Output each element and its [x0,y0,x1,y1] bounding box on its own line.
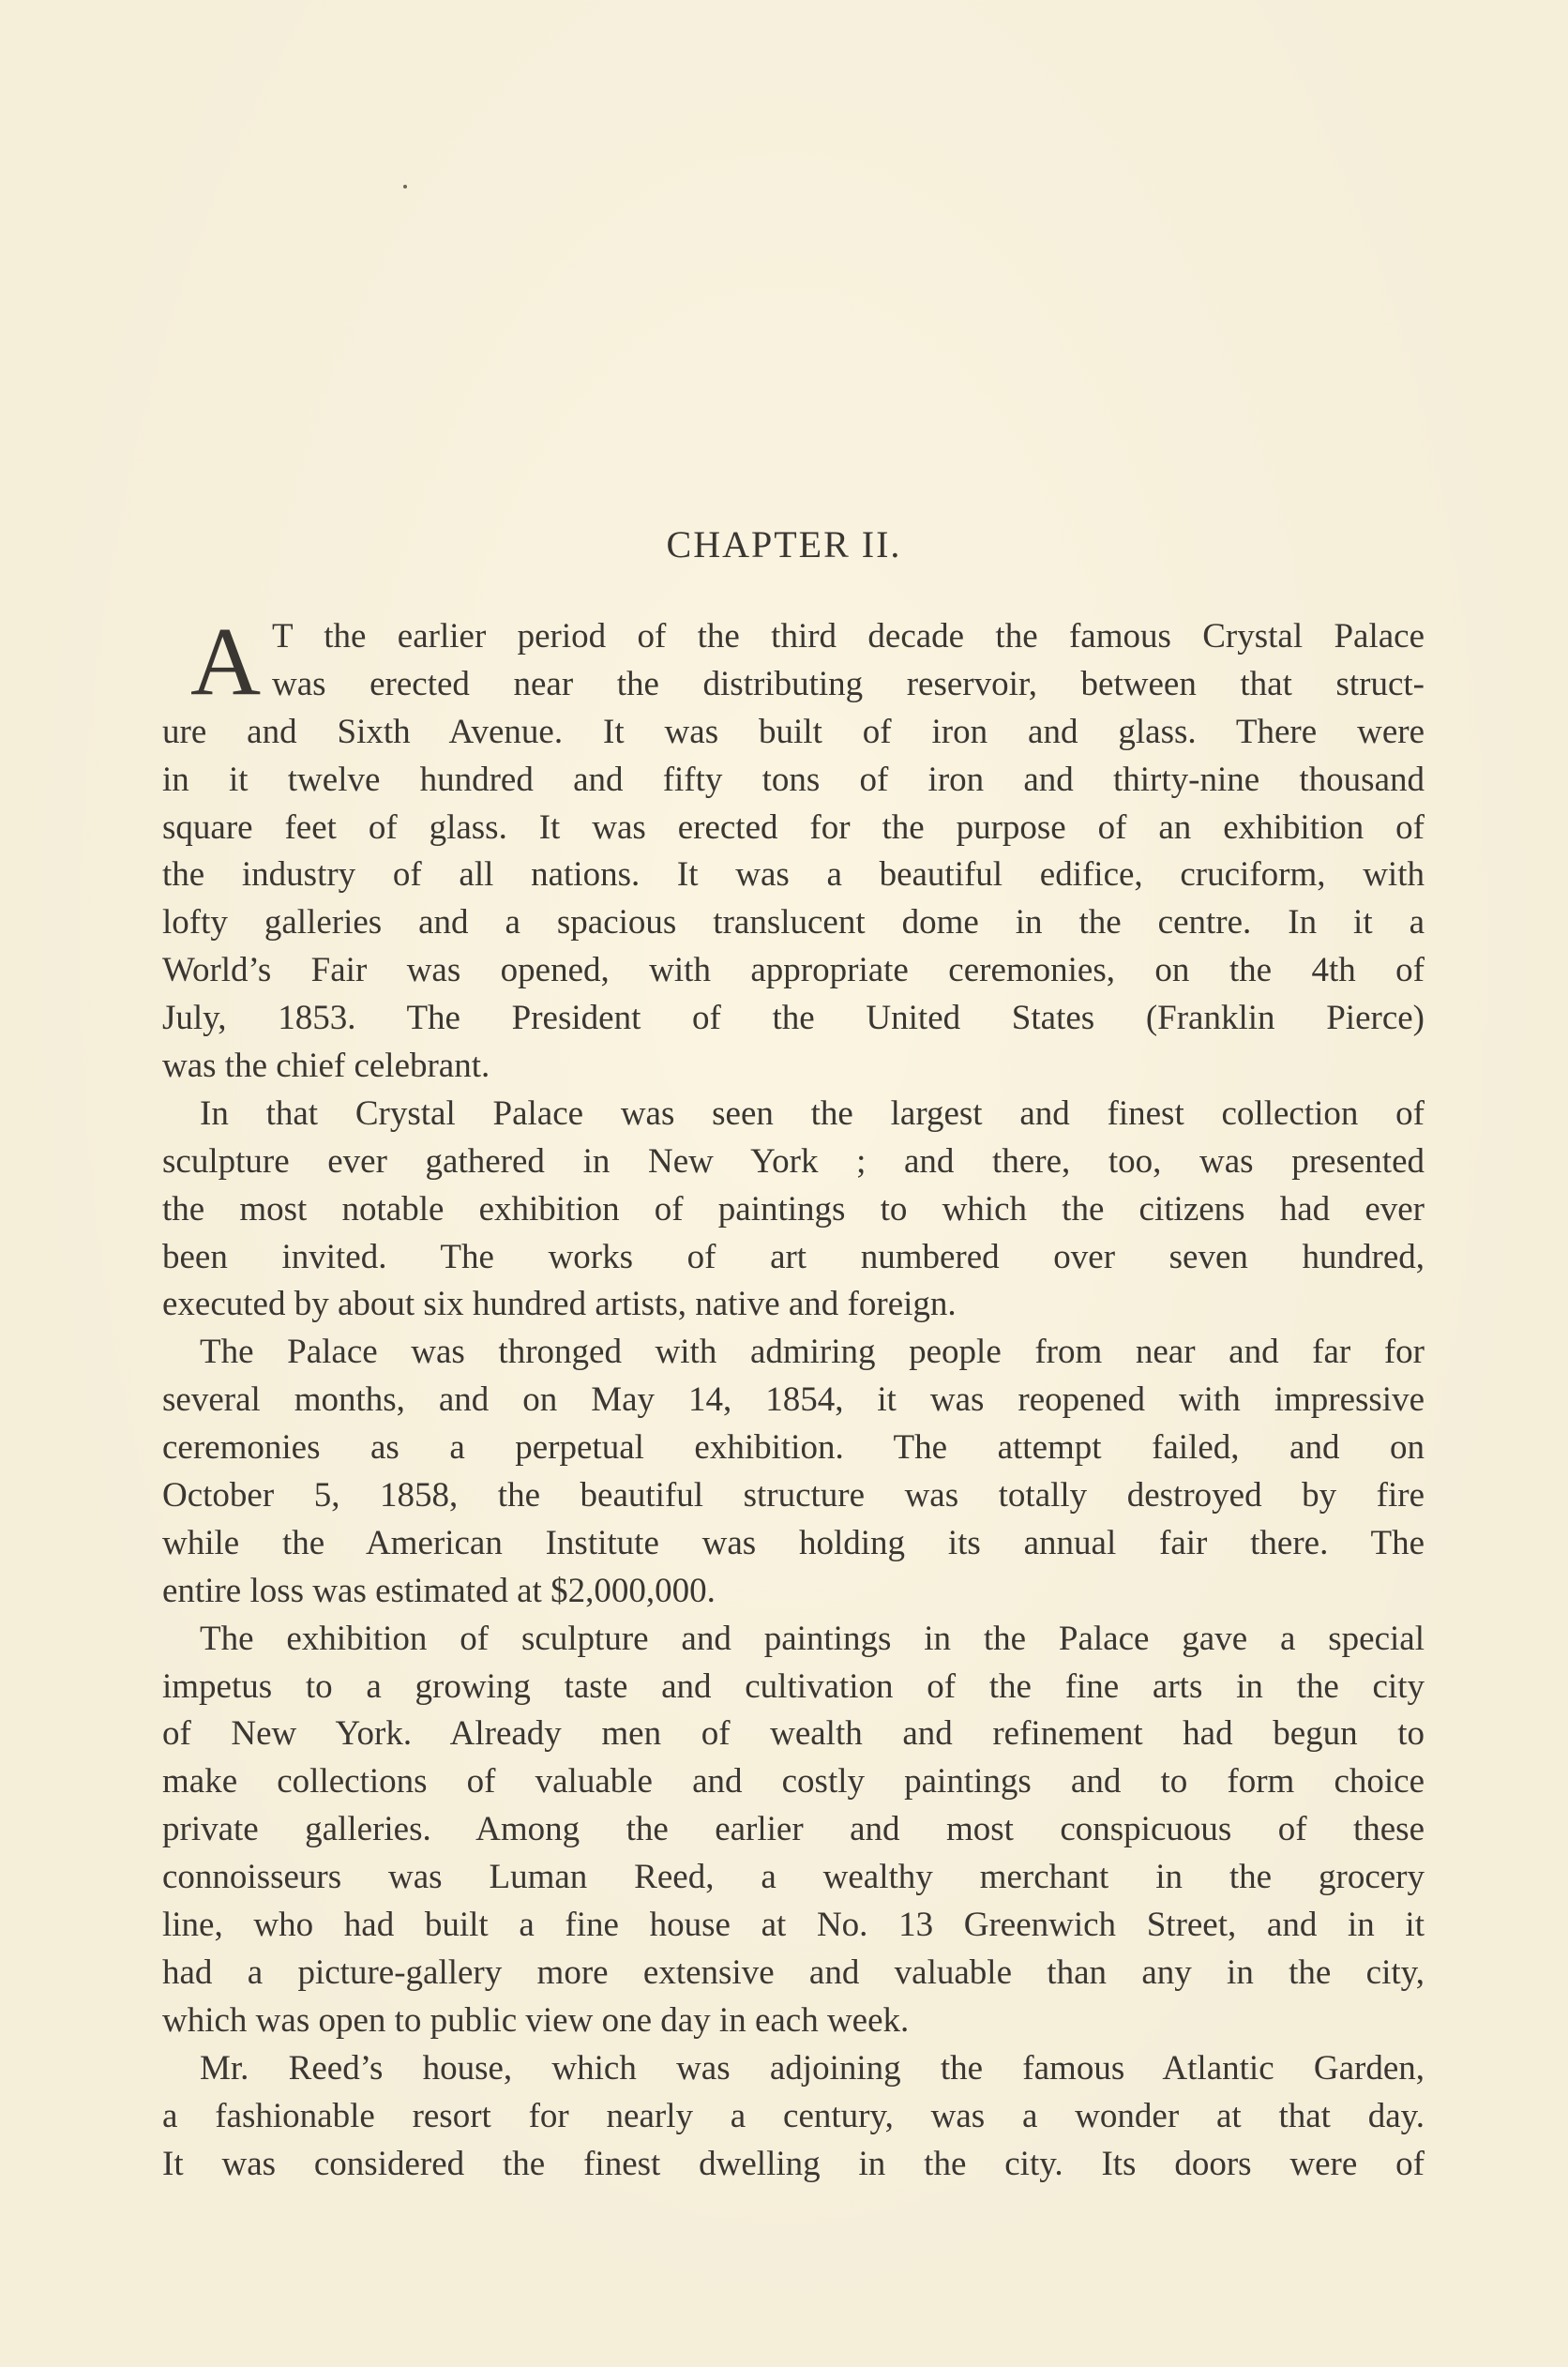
text-line: was erected near the distributing reservoir, between that struct- [272,664,1425,703]
text-line: of New York. Already men of wealth and refinement had begun to [162,1714,1425,1754]
body-text [162,608,1425,2188]
text-line: which was open to public view one day in each week. [162,2000,910,2040]
chapter-heading: CHAPTER II. [666,523,902,565]
text-line: make collections of valuable and costly paintings and to form choice [162,1762,1425,1802]
text-line: Mr. Reed’s house, which was adjoining the famous Atlantic Garden, [200,2048,1425,2088]
text-line: square feet of glass. It was erected for the purpose of an exhibition of [162,807,1425,847]
text-line: entire loss was estimated at $2,000,000. [162,1571,716,1610]
text-line: the most notable exhibition of paintings to which the citizens had ever [162,1189,1425,1229]
text-line: several months, and on May 14, 1854, it was reopened with impressive [162,1380,1425,1420]
text-line: The exhibition of sculpture and paintings in the Palace gave a special [200,1619,1425,1658]
text-line: a fashionable resort for nearly a century, was a wonder at that day. [162,2096,1425,2135]
text-line: had a picture-gallery more extensive and valuable than any in the city, [162,1952,1425,1992]
text-line: It was considered the finest dwelling in the city. Its doors were of [162,2144,1425,2183]
text-line: impetus to a growing taste and cultivation of the fine arts in the city [162,1666,1425,1706]
ink-speck [403,185,407,188]
text-line: ure and Sixth Avenue. It was built of iron and glass. There were [162,712,1425,751]
text-line: ceremonies as a perpetual exhibition. The attempt failed, and on [162,1428,1425,1468]
drop-cap-letter: A [190,608,262,716]
text-line: July, 1853. The President of the United States (Franklin Pierce) [162,999,1425,1038]
text-line: lofty galleries and a spacious translucent dome in the centre. In it a [162,903,1425,942]
text-line: been invited. The works of art numbered over seven hundred, [162,1237,1425,1276]
text-line: The Palace was thronged with admiring people from near and far for [200,1333,1425,1372]
text-line: connoisseurs was Luman Reed, a wealthy merchant in the grocery [162,1858,1425,1897]
text-line: October 5, 1858, the beautiful structure was totally destroyed by fire [162,1476,1425,1515]
text-line: executed by about six hundred artists, native and foreign. [162,1285,957,1324]
text-line: private galleries. Among the earlier and most conspicuous of these [162,1810,1425,1849]
text-line: T the earlier period of the third decade the famous Crystal Palace [272,617,1425,656]
text-line: line, who had built a fine house at No. 13 Greenwich Street, and in it [162,1906,1425,1945]
text-line: In that Crystal Palace was seen the largest and finest collection of [200,1093,1425,1133]
text-line: sculpture ever gathered in New York ; and there, too, was presented [162,1141,1425,1181]
text-line: in it twelve hundred and fifty tons of iron and thirty-nine thousand [162,760,1425,799]
text-line: while the American Institute was holding its annual fair there. The [162,1523,1425,1562]
text-line: was the chief celebrant. [162,1047,490,1086]
text-line: World’s Fair was opened, with appropriate ceremonies, on the 4th of [162,951,1425,990]
text-line: the industry of all nations. It was a beautiful edifice, cruciform, with [162,855,1425,895]
